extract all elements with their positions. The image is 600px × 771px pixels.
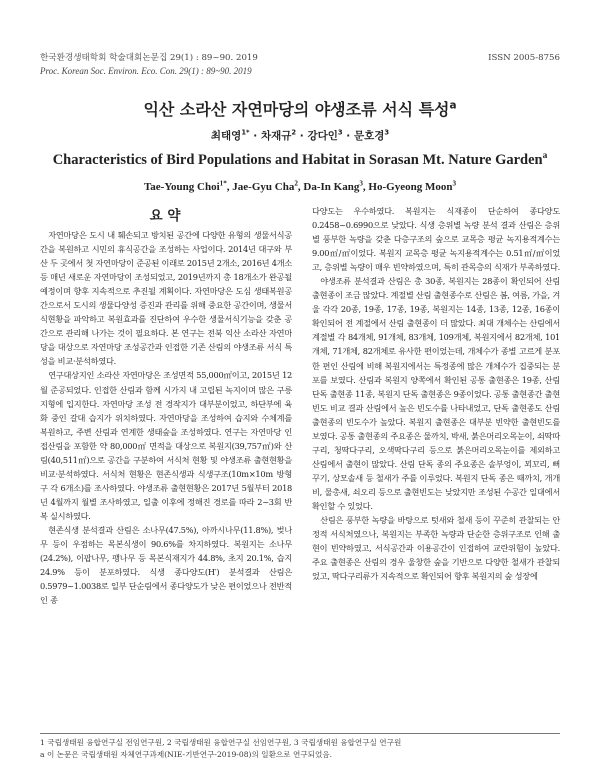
title-english-sup: a bbox=[542, 151, 548, 162]
author-ko-sup: 1* bbox=[241, 128, 250, 137]
author-en-sup: 3 bbox=[359, 179, 363, 188]
body-column-right bbox=[312, 204, 560, 583]
body-column-left bbox=[40, 228, 292, 607]
title-english-text: Characteristics of Bird Populations and Habitat in Sorasan Mt. Nature Garden bbox=[52, 152, 543, 168]
journal-citation-en: Proc. Korean Soc. Environ. Eco. Con. 29(1) : 89~90. 2019 bbox=[40, 66, 252, 76]
paragraph: 야생조류 분석결과 산림은 총 30종, 복원지는 28종이 확인되어 산림 출현종이 조금 많았다. 계절별 산림 출현종수로 산림은 봄, 여름, 가을, 겨울 각각 20종, 19종, 17종, 19종, 복원지는 14종, 13종, 12종, 16종이 확인되어 전 계절에서 산림 출현종이 더 많았다. 최대 개체수는 산림에서 계절별 각 84개체, 91개체, 83개체, 109개체, 복원지에서 82개체, 101개체, 71개체, 82개체로 유사한 편이었는데, 개체수가 종별 고르게 분포한 편인 산림에 비해 복원지에서는 특정종에 많은 개체수가 집중되는 분포를 보였다. 산림과 복원지 양쪽에서 확인된 공통 출현종은 19종, 산림 단독 출현종 11종, 복원지 단독 출현종은 9종이었다. 공통 출현종간 출현빈도 비교 결과 산림에서 높은 빈도수를 나타내었고, 단독 출현종도 산림 출현종의 빈도수가 높았다. 복원지 출현종은 대부분 빈약한 출현빈도를 보였다. 공통 출현종의 주요종은 물까치, 박새, 붉은머리오목눈이, 쇠딱따구리, 청딱다구리, 오색딱다구리 등으로 붉은머리오목눈이를 제외하고 산림에서 출현이 많았다. 산림 단독 종의 주요종은 솔부엉이, 꾀꼬리, 뻐꾸기, 상모솔새 등 철새가 주를 이루었다. 복원지 단독 종은 때까치, 개개비, 물총새, 쇠오리 등으로 출현빈도는 낮았지만 조성된 수공간 일대에서 확인할 수 있었다. bbox=[312, 276, 560, 511]
issn: ISSN 2005-8756 bbox=[488, 53, 560, 63]
author-en-sup: 3 bbox=[452, 179, 457, 188]
journal-citation-ko: 한국환경생태학회 학술대회논문집 29(1) : 89~90. 2019 bbox=[40, 53, 258, 63]
author-ko: 최태영 bbox=[210, 130, 242, 142]
paragraph: 산림은 풍부한 녹량을 바탕으로 텃새와 철새 등이 꾸준히 관찰되는 안정적 서식처였으나, 복원지는 부족한 녹량과 단순한 층위구조로 인해 출현이 빈약하였고, 서식공간과 이용공간이 인접하여 교란위험이 높았다. 주요 출현종은 산림의 경우 울창한 숲을 기반으로 다양한 철새가 관찰되었고, 딱다구리류가 지속적으로 확인되어 향후 복원지의 숲 성장에 bbox=[312, 515, 560, 582]
title-korean bbox=[0, 97, 600, 120]
author-en: Ho-Gyeong Moon bbox=[368, 181, 453, 193]
author-ko: 문호경 bbox=[353, 130, 385, 142]
title-english bbox=[0, 152, 600, 169]
author-ko: 강다인 bbox=[307, 130, 338, 142]
journal-header bbox=[40, 52, 258, 78]
author-separator: · bbox=[296, 130, 308, 142]
author-ko: 차재규 bbox=[260, 130, 292, 142]
author-en-sup: 2 bbox=[294, 179, 298, 188]
footnote-divider bbox=[40, 733, 560, 734]
paragraph: 연구대상지인 소라산 자연마당은 조성면적 55,000㎡이고, 2015년 12월 준공되었다. 인접한 산림과 함께 시가지 내 고립된 녹지이며 많은 구릉 지형에 입지한다. 자연마당 조성 전 경작지가 대부분이었고, 하단부에 육화 중인 갈대 습지가 위치하였다. 자연마당을 조성하여 습지와 수체계를 복원하고, 주변 산림과 연계한 생태숲을 조성하였다. 연구는 자연마당 인접산림을 포함한 약 80,000㎡ 면적을 대상으로 복원지(39,757㎡)와 산림(40,511㎡)으로 공간을 구분하여 서식처 현황 및 야생조류 출현현황을 비교·분석하였다. 서식처 현황은 현존식생과 식생구조(10m×10m 방형구 각 6개소)를 조사하였다. 야생조류 출현현황은 2017년 5월부터 2018년 4월까지 월별 조사하였고, 일출 이후에 정해진 경로를 따라 2~3회 반복 실시하였다. bbox=[40, 370, 292, 521]
author-separator: · bbox=[342, 130, 354, 142]
paragraph: 다양도는 우수하였다. 복원지는 식재종이 단순하여 종다양도 0.2458~0.6990으로 낮았다. 식생 층위별 녹량 분석 결과 산림은 층위별 풍부한 녹량을 갖춘 다층구조의 숲으로 교목층 평균 녹지용적계수는 9.00㎥/㎡이었다. 복원지 교목층 평균 녹지용적계수는 0.51㎥/㎡이었고, 층위별 녹량이 매우 빈약하였으며, 특히 관목층의 식재가 부족하였다. bbox=[312, 206, 560, 273]
authors-english: Tae-Young Choi$^{1*}$, Jae-Gyu Cha$^2$, Da-In Kang$^3$, Ho-Gyeong Moon$^3$ bbox=[143, 179, 457, 193]
author-en: Da-In Kang bbox=[303, 181, 360, 193]
abstract-heading: 요 약 bbox=[149, 208, 181, 224]
title-korean-sup: a bbox=[449, 99, 457, 112]
author-ko-sup: 3 bbox=[384, 128, 390, 137]
author-ko-sup: 3 bbox=[337, 128, 343, 137]
footnote-funding: a 이 논문은 국립생태원 자체연구과제(NIE-기반연구-2019-08)의 일환으로 연구되었음. bbox=[40, 750, 333, 759]
author-en: Tae-Young Choi bbox=[143, 181, 220, 193]
paragraph: 자연마당은 도시 내 훼손되고 방치된 공간에 다양한 유형의 생물서식공간을 복원하고 시민의 휴식공간을 조성하는 사업이다. 2014년 대구와 부산 두 곳에서 첫 자연마당이 준공된 이래로 2015년 2개소, 2016년 4개소 등 매년 새로운 자연마당이 조성되었고, 2019년까지 총 18개소가 완공될 예정이며 향후 지속적으로 추진될 계획이다. 자연마당은 도심 생태복원공간으로서 도시의 생물다양성 증진과 관리를 위해 중요한 공간이며, 생물서식현황을 파악하고 복원효과를 진단하여 우수한 생물서식기능을 갖춘 공간으로 관리해 나가는 것이 필요하다. 본 연구는 전북 익산 소라산 자연마당을 대상으로 자연마당 조성공간과 인접한 기존 산림의 야생조류 서식 특성을 비교·분석하였다. bbox=[40, 230, 292, 367]
author-en-sup: 1* bbox=[219, 179, 227, 188]
author-en: Jae-Gyu Cha bbox=[232, 181, 295, 193]
footnote-affiliations: 1 국립생태원 융합연구실 전임연구원, 2 국립생태원 융합연구실 선임연구원, 3 국립생태원 융합연구실 연구원 bbox=[40, 738, 402, 747]
paragraph: 현존식생 분석결과 산림은 소나무(47.5%), 아까시나무(11.8%), 벚나무 등이 우점하는 목본식생이 90.6%를 차지하였다. 복원지는 소나무(24.2%), 이팝나무, 팽나무 등 목본식재지가 44.8%, 초지 20.1%, 습지 24.9% 등이 분포하였다. 식생 종다양도(H′) 분석결과 산림은 0.5979~1.0038로 일부 단순림에서 종다양도가 낮은 편이었으나 전반적인 종 bbox=[40, 524, 292, 606]
author-ko-sup: 2 bbox=[291, 128, 297, 137]
author-separator: · bbox=[249, 130, 261, 142]
title-korean-text: 익산 소라산 자연마당의 야생조류 서식 특성 bbox=[143, 100, 450, 119]
authors-korean bbox=[0, 128, 600, 143]
